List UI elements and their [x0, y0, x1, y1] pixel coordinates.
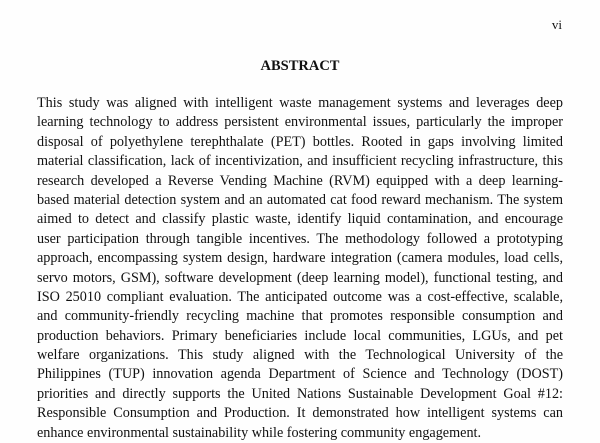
abstract-line: based material detection system and an automated cat food reward mechanism. The system	[37, 191, 563, 208]
abstract-line: research developed a Reverse Vending Machine (RVM) equipped with a deep learning-	[37, 172, 563, 189]
abstract-line: welfare organizations. This study aligned with the Technological University of the	[37, 347, 563, 364]
abstract-line: production behaviors. Primary beneficiaries include local communities, LGUs, and pet	[37, 327, 563, 344]
abstract-line: ISO 25010 compliant evaluation. The anticipated outcome was a cost-effective, scalable,	[37, 288, 563, 305]
abstract-body	[37, 94, 563, 443]
abstract-line: priorities and directly supports the United Nations Sustainable Development Goal #12:	[37, 385, 563, 402]
abstract-line: material classification, lack of incentivization, and insufficient recycling infrastructure, this	[37, 153, 563, 170]
abstract-line: disposal of polyethylene terephthalate (PET) bottles. Rooted in gaps involving limited	[37, 133, 563, 150]
abstract-line: servo motors, GSM), software development (deep learning model), functional testing, and	[37, 269, 563, 286]
abstract-line: and community-friendly recycling machine that promotes responsible consumption and	[37, 308, 563, 325]
abstract-line: aimed to detect and classify plastic waste, identify liquid contamination, and encourage	[37, 211, 563, 228]
abstract-line: approach, encompassing system design, hardware integration (camera modules, load cells,	[37, 250, 563, 267]
abstract-line: learning technology to address persistent environmental issues, particularly the improper	[37, 114, 563, 131]
abstract-line: This study was aligned with intelligent waste management systems and leverages deep	[37, 95, 563, 111]
abstract-line: Philippines (TUP) innovation agenda Department of Science and Technology (DOST)	[37, 366, 563, 383]
abstract-line: enhance environmental sustainability while fostering community engagement.	[37, 424, 482, 441]
section-title: ABSTRACT	[260, 58, 340, 74]
page-number: vi	[551, 17, 562, 32]
abstract-line: user participation through tangible incentives. The methodology followed a prototyping	[37, 230, 563, 247]
abstract-line: Responsible Consumption and Production. It demonstrated how intelligent systems can	[37, 405, 563, 422]
